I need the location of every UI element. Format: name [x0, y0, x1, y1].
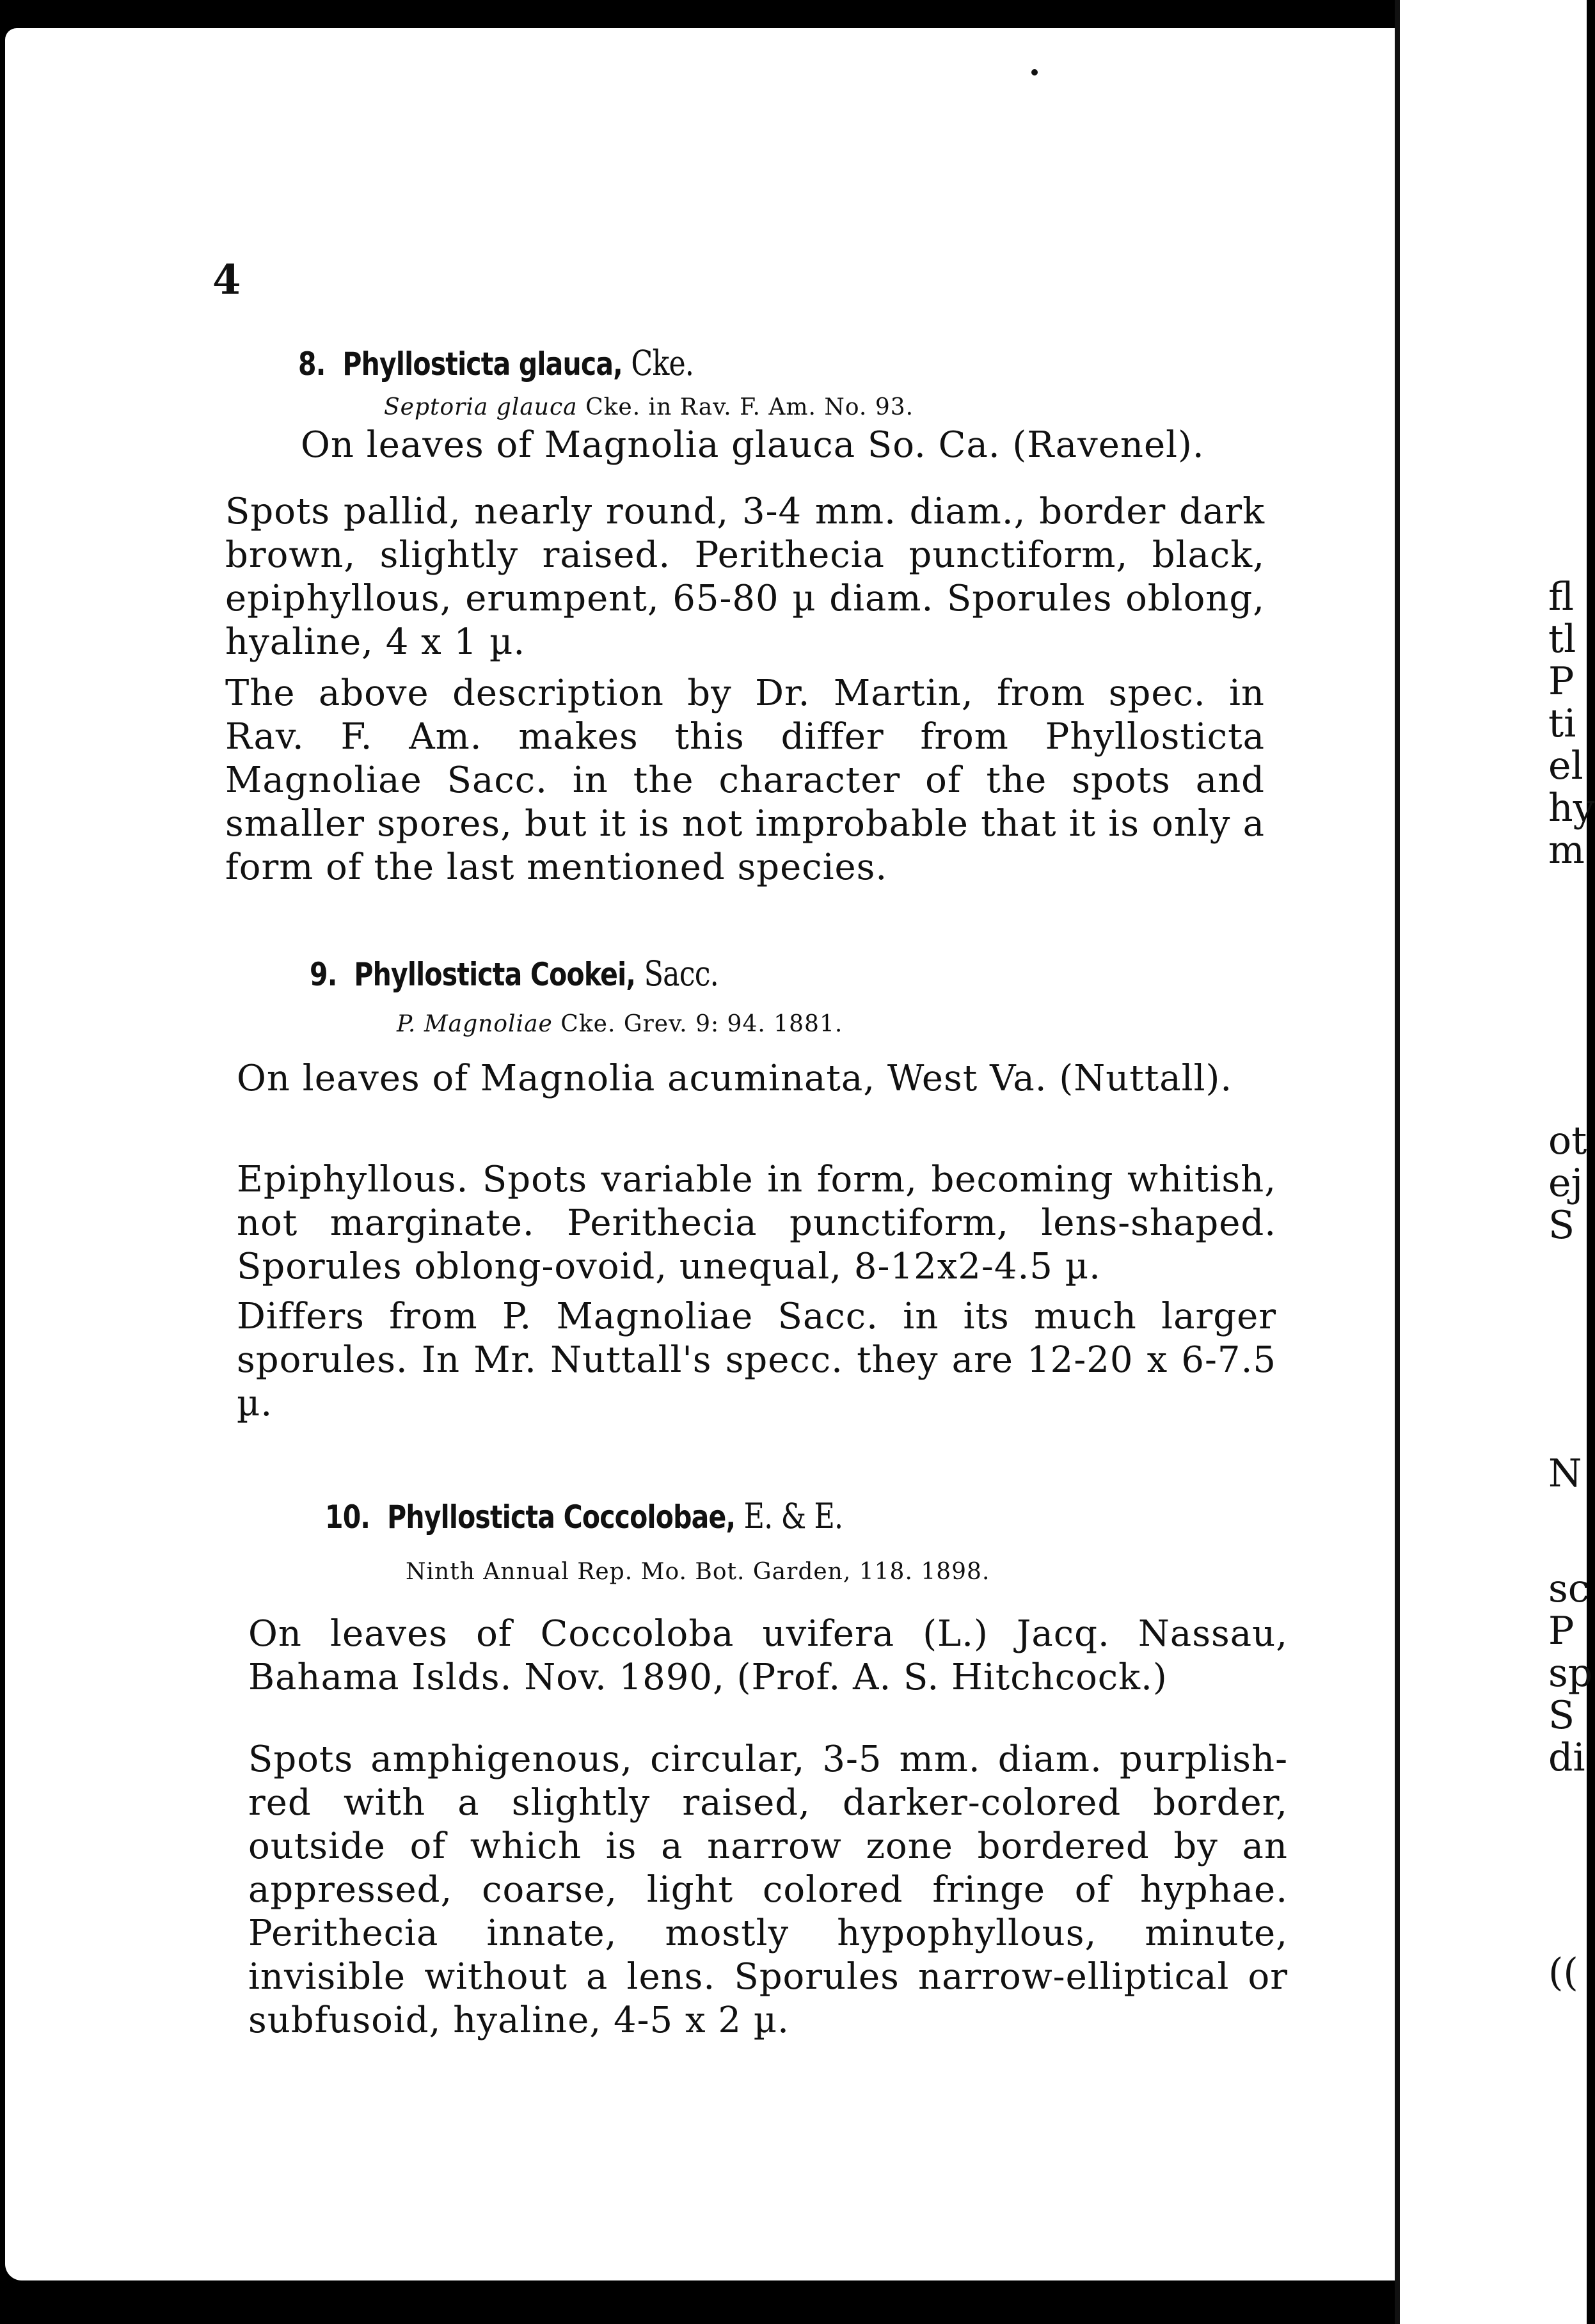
fragment: N	[1548, 1451, 1582, 1496]
entry-author: Sacc.	[644, 953, 718, 994]
fragment: tl	[1548, 617, 1576, 662]
reference-citation: Cke. in Rav. F. Am. No. 93.	[577, 394, 914, 420]
facing-page-text	[1548, 1452, 1582, 1495]
fragment: P	[1548, 659, 1575, 704]
fragment: di	[1548, 1735, 1585, 1780]
facing-page-text	[1548, 1568, 1592, 1779]
entry-reference	[397, 1011, 843, 1037]
entry-number: 10.	[325, 1499, 370, 1536]
entry-description: Spots amphigenous, circular, 3-5 mm. diam. purplish-red with a slightly raised, darker-colored border, outside of which is a narrow zone bordered by an appressed, coarse, light colored fringe of hyphae. Perithecia innate, mostly hypophyllous, minute, invisible without a lens. Sporules narrow-elliptical or subfusoid, hyaline, 4-5 x 2 µ.	[248, 1739, 1288, 2041]
fragment: ti	[1548, 701, 1576, 746]
fragment: sp	[1548, 1651, 1593, 1696]
fragment: P	[1548, 1609, 1575, 1653]
facing-page-text	[1548, 1952, 1578, 1994]
reference-citation: Cke. Grev. 9: 94. 1881.	[552, 1011, 843, 1037]
entry-note: The above description by Dr. Martin, from spec. in Rav. F. Am. makes this differ from Phyllosticta Magnoliae Sacc. in the character of the spots and smaller spores, but it is not improbable that it is only a form of the last mentioned species.	[225, 673, 1265, 888]
entry-title: Phyllosticta Coccolobae,	[387, 1499, 736, 1536]
ink-speck	[1031, 69, 1038, 76]
entry-heading	[310, 953, 718, 994]
entry-description: Epiphyllous. Spots variable in form, becoming whitish, not marginate. Perithecia punctiform, lens-shaped. Sporules oblong-ovoid, unequal, 8-12x2-4.5 µ.	[237, 1159, 1276, 1287]
entry-reference	[406, 1559, 990, 1585]
fragment: S	[1548, 1203, 1575, 1248]
fragment: el	[1548, 744, 1583, 788]
entry-title: Phyllosticta glauca,	[342, 346, 623, 383]
entry-author: Cke.	[631, 343, 694, 383]
entry-heading	[325, 1496, 843, 1536]
facing-page-text	[1548, 576, 1595, 872]
fragment: ot	[1548, 1118, 1587, 1163]
entry-note: Differs from P. Magnoliae Sacc. in its much larger sporules. In Mr. Nuttall's specc. they are 12-20 x 6-7.5 µ.	[237, 1296, 1276, 1424]
entry-reference	[384, 394, 914, 420]
entry-habitat: On leaves of Magnolia acuminata, West Va. (Nuttall).	[237, 1058, 1233, 1099]
entry-number: 8.	[298, 346, 326, 383]
reference-taxon: Septoria glauca	[384, 394, 578, 420]
reference-citation: Ninth Annual Rep. Mo. Bot. Garden, 118. 1898.	[406, 1559, 990, 1585]
fragment: hy	[1548, 786, 1595, 831]
reference-taxon: P. Magnoliae	[397, 1011, 553, 1037]
entry-habitat: On leaves of Magnolia glauca So. Ca. (Ravenel).	[301, 424, 1205, 466]
page-number: 4	[212, 256, 241, 304]
entry-title: Phyllosticta Cookei,	[354, 956, 636, 993]
fragment: m	[1548, 828, 1585, 873]
facing-page-text	[1548, 1120, 1587, 1246]
fragment: ((	[1548, 1950, 1578, 1995]
entry-heading	[298, 343, 694, 383]
fragment: ej	[1548, 1161, 1583, 1206]
page-gutter	[1395, 0, 1400, 2324]
fragment: fl	[1548, 575, 1575, 619]
entry-number: 9.	[310, 956, 337, 993]
fragment: sc	[1548, 1566, 1590, 1611]
entry-habitat: On leaves of Coccoloba uvifera (L.) Jacq. Nassau, Bahama Islds. Nov. 1890, (Prof. A. S. Hitchcock.)	[248, 1613, 1288, 1698]
fragment: S	[1548, 1693, 1575, 1738]
entry-author: E. & E.	[743, 1496, 843, 1536]
entry-description: Spots pallid, nearly round, 3-4 mm. diam., border dark brown, slightly raised. Perithecia punctiform, black, epiphyllous, erumpent, 65-80 µ diam. Sporules oblong, hyaline, 4 x 1 µ.	[225, 491, 1265, 663]
